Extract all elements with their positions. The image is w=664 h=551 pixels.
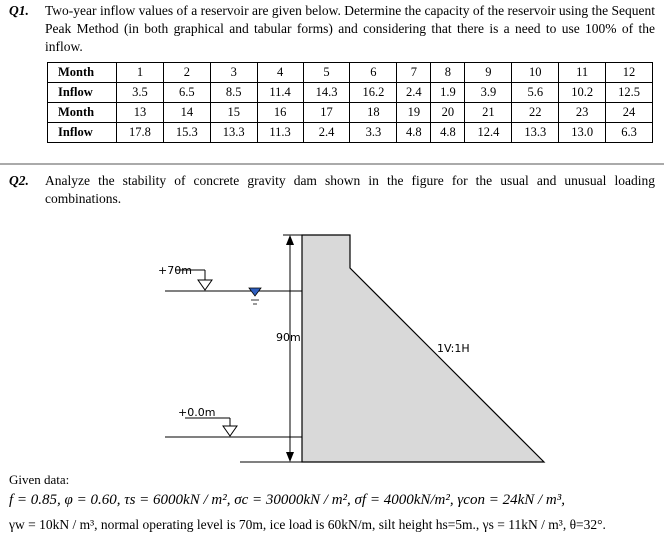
table-cell: 12.4 <box>465 123 512 143</box>
height-label: 90m <box>276 331 301 344</box>
table-cell: 4 <box>257 63 303 83</box>
question-1-text: Two-year inflow values of a reservoir are given below. Determine the capacity of the reservoir using the Sequent Peak Method (in both graphical and tabular forms) and considering that there is a need to use 100% of the inflow. <box>45 3 655 54</box>
table-cell: 22 <box>512 103 559 123</box>
table-cell: 13.3 <box>512 123 559 143</box>
table-cell: 2.4 <box>303 123 350 143</box>
question-1-label: Q1. <box>9 3 29 18</box>
given-data-line-2: γw = 10kN / m³, normal operating level is 70m, ice load is 60kN/m, silt height hs=5m., γs = 11kN / m³, θ=32°. <box>9 517 606 532</box>
table-cell: 2.4 <box>397 83 431 103</box>
table-cell: 12 <box>606 63 653 83</box>
table-cell: 11.3 <box>257 123 303 143</box>
table-cell: 23 <box>559 103 606 123</box>
table-cell: 17.8 <box>117 123 164 143</box>
table-cell: 8 <box>431 63 465 83</box>
table-cell: 1 <box>117 63 164 83</box>
table-cell: 14 <box>163 103 210 123</box>
given-data-line-1: f = 0.85, φ = 0.60, τs = 6000kN / m², σc = 30000kN / m², σf = 4000kN/m², γcon = 24kN / m³, <box>9 492 565 508</box>
table-cell: 14.3 <box>303 83 350 103</box>
water-surface-icon <box>249 288 261 296</box>
table-cell: 20 <box>431 103 465 123</box>
table-cell: 2 <box>163 63 210 83</box>
level-0-triangle <box>223 426 237 436</box>
table-cell: 15.3 <box>163 123 210 143</box>
table-cell: 24 <box>606 103 653 123</box>
table-cell: 4.8 <box>397 123 431 143</box>
row-header: Inflow <box>48 123 117 143</box>
table-cell: 5 <box>303 63 350 83</box>
table-cell: 16.2 <box>350 83 397 103</box>
table-cell: 5.6 <box>512 83 559 103</box>
table-cell: 7 <box>397 63 431 83</box>
table-cell: 6.3 <box>606 123 653 143</box>
table-cell: 12.5 <box>606 83 653 103</box>
slope-label: 1V:1H <box>437 342 470 355</box>
level-70-label: +70m <box>158 264 192 277</box>
table-cell: 13.0 <box>559 123 606 143</box>
row-header: Inflow <box>48 83 117 103</box>
question-2-text: Analyze the stability of concrete gravity dam shown in the figure for the usual and unusual loading combinations. <box>45 173 655 206</box>
table-cell: 13.3 <box>210 123 257 143</box>
dam-body <box>302 235 544 462</box>
table-cell: 17 <box>303 103 350 123</box>
table-cell: 3 <box>210 63 257 83</box>
level-70-triangle <box>198 280 212 290</box>
question-2-label: Q2. <box>9 173 29 188</box>
table-cell: 4.8 <box>431 123 465 143</box>
table-cell: 18 <box>350 103 397 123</box>
table-cell: 6.5 <box>163 83 210 103</box>
row-header: Month <box>48 103 117 123</box>
table-cell: 3.3 <box>350 123 397 143</box>
level-0-label: +0.0m <box>178 406 216 419</box>
table-cell: 11 <box>559 63 606 83</box>
table-cell: 1.9 <box>431 83 465 103</box>
table-cell: 3.5 <box>117 83 164 103</box>
table-cell: 15 <box>210 103 257 123</box>
table-cell: 10.2 <box>559 83 606 103</box>
table-cell: 6 <box>350 63 397 83</box>
given-data-title: Given data: <box>9 472 70 487</box>
table-cell: 9 <box>465 63 512 83</box>
table-cell: 21 <box>465 103 512 123</box>
table-cell: 16 <box>257 103 303 123</box>
row-header: Month <box>48 63 117 83</box>
table-cell: 13 <box>117 103 164 123</box>
table-cell: 3.9 <box>465 83 512 103</box>
table-cell: 8.5 <box>210 83 257 103</box>
table-cell: 19 <box>397 103 431 123</box>
table-cell: 11.4 <box>257 83 303 103</box>
table-cell: 10 <box>512 63 559 83</box>
